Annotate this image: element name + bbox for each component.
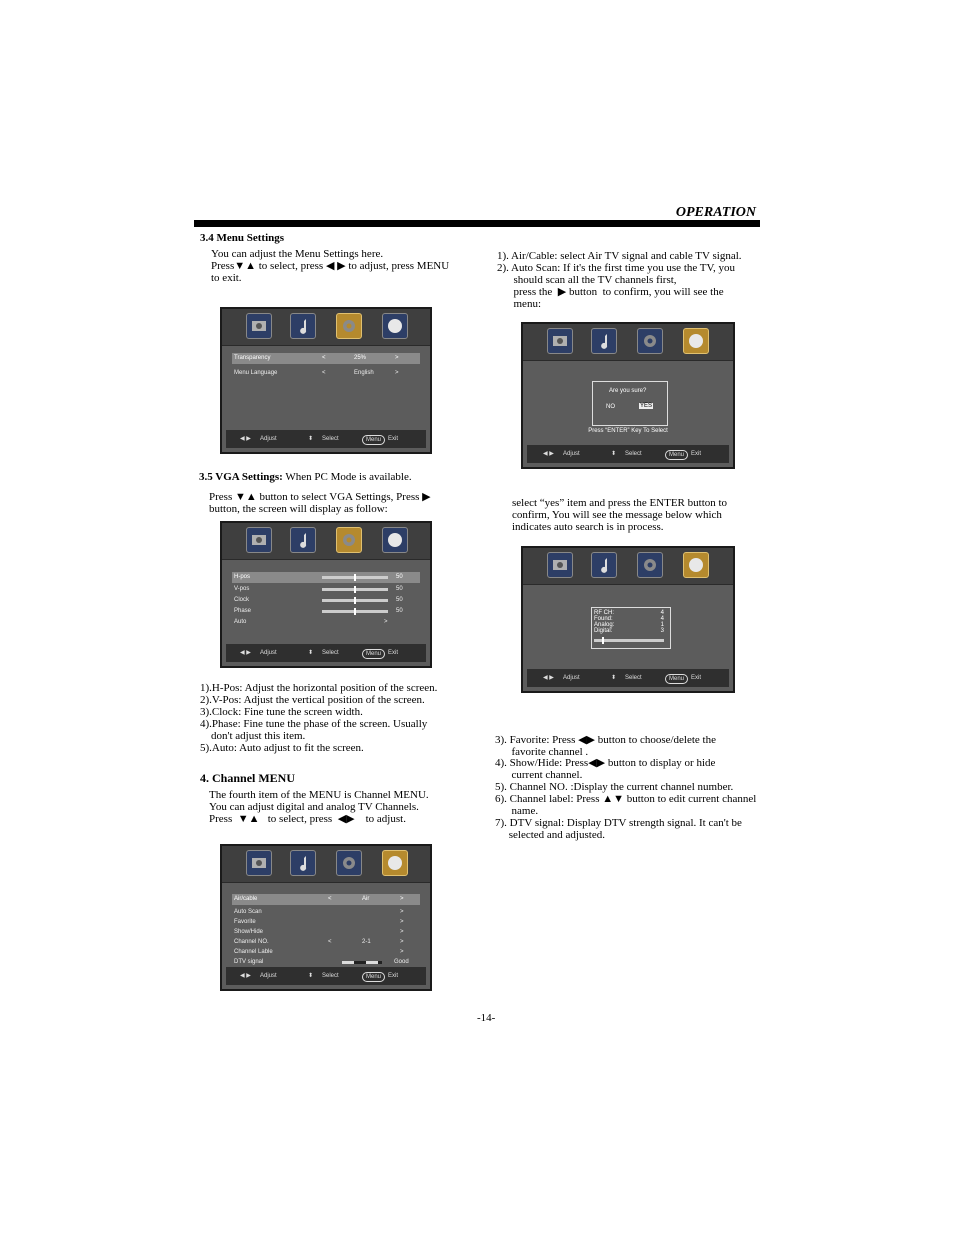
- scan-row-digital: Digital: 3: [594, 628, 664, 634]
- heading-vga-settings: 3.5 VGA Settings: When PC Mode is available.: [199, 471, 412, 483]
- picture-icon: [547, 328, 573, 354]
- channel-row-channel-label[interactable]: Channel Lable >: [234, 949, 404, 955]
- channel-row-dtv-signal: DTV signal Good: [234, 959, 409, 965]
- channel-globe-icon: [382, 313, 408, 339]
- settings-gear-icon: [637, 328, 663, 354]
- menu-icon-bar: [523, 548, 733, 585]
- right-intro-line: press the ▶ button to confirm, you will see the: [497, 286, 724, 298]
- right-note: 6). Channel label: Press ▲▼ button to edit current channel: [495, 793, 757, 805]
- vga-row-clock[interactable]: Clock 50: [234, 597, 403, 603]
- right-note: name.: [495, 805, 539, 817]
- tv-screen-vga: [220, 521, 432, 668]
- tv-screen-channel: [220, 844, 432, 991]
- menu-settings-line: to exit.: [211, 272, 242, 284]
- menu-row-language[interactable]: Menu Language < English >: [234, 370, 399, 376]
- menu-row-transparency[interactable]: Transparency < 25% >: [232, 353, 420, 364]
- channel-row-aircable[interactable]: Air/cable < Air >: [232, 894, 420, 905]
- right-note: 5). Channel NO. :Display the current channel number.: [495, 781, 734, 793]
- updown-arrows-icon: ⬍: [308, 650, 314, 656]
- right-intro-line: menu:: [497, 298, 541, 310]
- right-middle-line: select “yes” item and press the ENTER button to: [512, 497, 728, 509]
- channel-row-favorite[interactable]: Favorite >: [234, 919, 404, 925]
- channel-globe-icon: [382, 527, 408, 553]
- right-note: current channel.: [495, 769, 583, 781]
- right-middle-line: confirm, You will see the message below which: [512, 509, 722, 521]
- updown-arrows-icon: ⬍: [308, 973, 314, 979]
- tv-footer: ◀ ▶ Adjust ⬍ Select Menu Exit: [226, 644, 426, 662]
- right-middle-line: indicates auto search is in process.: [512, 521, 664, 533]
- header-rule: [194, 220, 760, 227]
- updown-arrows-icon: ⬍: [611, 451, 617, 457]
- channel-globe-icon: [683, 328, 709, 354]
- picture-icon: [246, 850, 272, 876]
- settings-gear-icon: [336, 527, 362, 553]
- scan-row-analog: Analog: 1: [594, 622, 664, 628]
- menu-icon-bar: [523, 324, 733, 361]
- yes-option[interactable]: YES: [640, 403, 653, 409]
- scan-row-rf: RF CH: 4: [594, 610, 664, 616]
- tv-screen-confirm: [521, 322, 735, 469]
- updown-arrows-icon: ⬍: [308, 436, 314, 442]
- tv-footer: ◀ ▶ Adjust ⬍ Select Menu Exit: [226, 430, 426, 448]
- menu-settings-line: Press▼▲ to select, press ◀ ▶ to adjust, press MENU: [211, 260, 450, 272]
- channel-row-channel-no[interactable]: Channel NO. < 2-1 >: [234, 939, 404, 945]
- channel-line: The fourth item of the MENU is Channel MENU.: [209, 789, 429, 801]
- vga-row-vpos[interactable]: V-pos 50: [234, 586, 403, 592]
- menu-icon-bar: [222, 846, 430, 883]
- channel-line: Press ▼▲ to select, press ◀▶ to adjust.: [209, 813, 406, 825]
- page-number: -14-: [477, 1012, 496, 1024]
- channel-line: You can adjust digital and analog TV Channels.: [209, 801, 419, 813]
- vga-row-auto[interactable]: Auto >: [234, 619, 388, 625]
- sound-icon: [591, 552, 617, 578]
- vga-line: Press ▼▲ button to select VGA Settings, Press ▶: [209, 491, 431, 503]
- sound-icon: [290, 850, 316, 876]
- vga-note: 5).Auto: Auto adjust to fit the screen.: [200, 742, 364, 754]
- confirm-question: Are you sure?: [609, 388, 647, 394]
- tv-screen-scan: [521, 546, 735, 693]
- settings-gear-icon: [336, 313, 362, 339]
- picture-icon: [547, 552, 573, 578]
- menu-icon-bar: [222, 523, 430, 560]
- settings-gear-icon: [637, 552, 663, 578]
- updown-arrows-icon: ⬍: [611, 675, 617, 681]
- enter-hint: Press “ENTER” Key To Select: [588, 428, 668, 434]
- picture-icon: [246, 527, 272, 553]
- tv-footer: ◀ ▶ Adjust ⬍ Select Menu Exit: [527, 669, 729, 687]
- vga-line: button, the screen will display as follow:: [209, 503, 388, 515]
- channel-globe-icon: [382, 850, 408, 876]
- right-note: selected and adjusted.: [495, 829, 605, 841]
- vga-row-phase[interactable]: Phase 50: [234, 608, 403, 614]
- section-title: OPERATION: [675, 205, 756, 220]
- channel-row-showhide[interactable]: Show/Hide >: [234, 929, 404, 935]
- right-intro-line: 1). Air/Cable: select Air TV signal and cable TV signal.: [497, 250, 742, 262]
- sound-icon: [591, 328, 617, 354]
- vga-note: 2).V-Pos: Adjust the vertical position of the screen.: [200, 694, 425, 706]
- no-option[interactable]: NO: [606, 404, 615, 410]
- right-intro-line: should scan all the TV channels first,: [497, 274, 677, 286]
- heading-channel-menu: 4. Channel MENU: [200, 771, 296, 785]
- channel-row-autoscan[interactable]: Auto Scan >: [234, 909, 404, 915]
- heading-menu-settings: 3.4 Menu Settings: [200, 232, 285, 244]
- right-note: 7). DTV signal: Display DTV strength signal. It can't be: [495, 817, 742, 829]
- scan-row-found: Found: 4: [594, 616, 664, 622]
- right-note: favorite channel .: [495, 746, 589, 758]
- tv-footer: ◀ ▶ Adjust ⬍ Select Menu Exit: [226, 967, 426, 985]
- vga-note: 4).Phase: Fine tune the phase of the screen. Usually: [200, 718, 428, 730]
- vga-note: 3).Clock: Fine tune the screen width.: [200, 706, 363, 718]
- confirm-dialog: [592, 381, 668, 426]
- right-note: 4). Show/Hide: Press◀▶ button to display or hide: [495, 757, 716, 769]
- scan-progress-bar: [594, 639, 664, 642]
- right-note: 3). Favorite: Press ◀▶ button to choose/delete the: [495, 734, 716, 746]
- tv-footer: ◀ ▶ Adjust ⬍ Select Menu Exit: [527, 445, 729, 463]
- vga-note: don't adjust this item.: [200, 730, 306, 742]
- scan-progress-box: [591, 607, 671, 649]
- settings-gear-icon: [336, 850, 362, 876]
- vga-note: 1).H-Pos: Adjust the horizontal position of the screen.: [200, 682, 438, 694]
- tv-screen-menu-settings: [220, 307, 432, 454]
- sound-icon: [290, 527, 316, 553]
- sound-icon: [290, 313, 316, 339]
- channel-globe-icon: [683, 552, 709, 578]
- menu-icon-bar: [222, 309, 430, 346]
- menu-settings-line: You can adjust the Menu Settings here.: [211, 248, 384, 260]
- vga-row-hpos[interactable]: H-pos 50: [232, 572, 420, 583]
- right-intro-line: 2). Auto Scan: If it's the first time you use the TV, you: [497, 262, 736, 274]
- picture-icon: [246, 313, 272, 339]
